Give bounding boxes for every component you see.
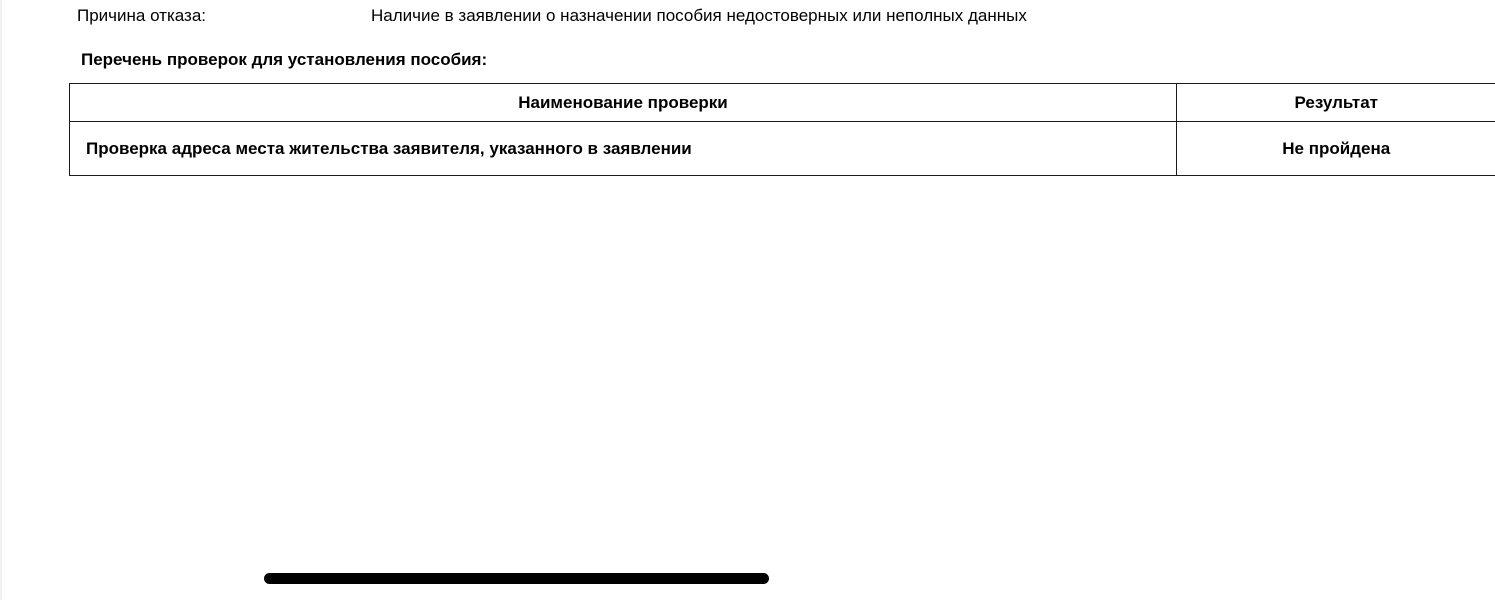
check-name-cell: Проверка адреса места жительства заявителя, указанного в заявлении xyxy=(70,122,1177,176)
refusal-reason-row xyxy=(77,5,1477,27)
checks-table-header-row xyxy=(70,84,1495,122)
refusal-reason-value: Наличие в заявлении о назначении пособия недостоверных или неполных данных xyxy=(371,6,1027,25)
home-indicator-bar[interactable] xyxy=(264,573,769,584)
table-row xyxy=(70,122,1495,176)
page-left-edge xyxy=(0,0,2,600)
column-header-check-name: Наименование проверки xyxy=(70,84,1177,122)
checks-section-title: Перечень проверок для установления пособия: xyxy=(81,50,488,69)
check-result-cell: Не пройдена xyxy=(1177,122,1495,176)
refusal-reason-label: Причина отказа: xyxy=(77,6,207,25)
column-header-result: Результат xyxy=(1177,84,1495,122)
checks-table xyxy=(69,83,1495,176)
